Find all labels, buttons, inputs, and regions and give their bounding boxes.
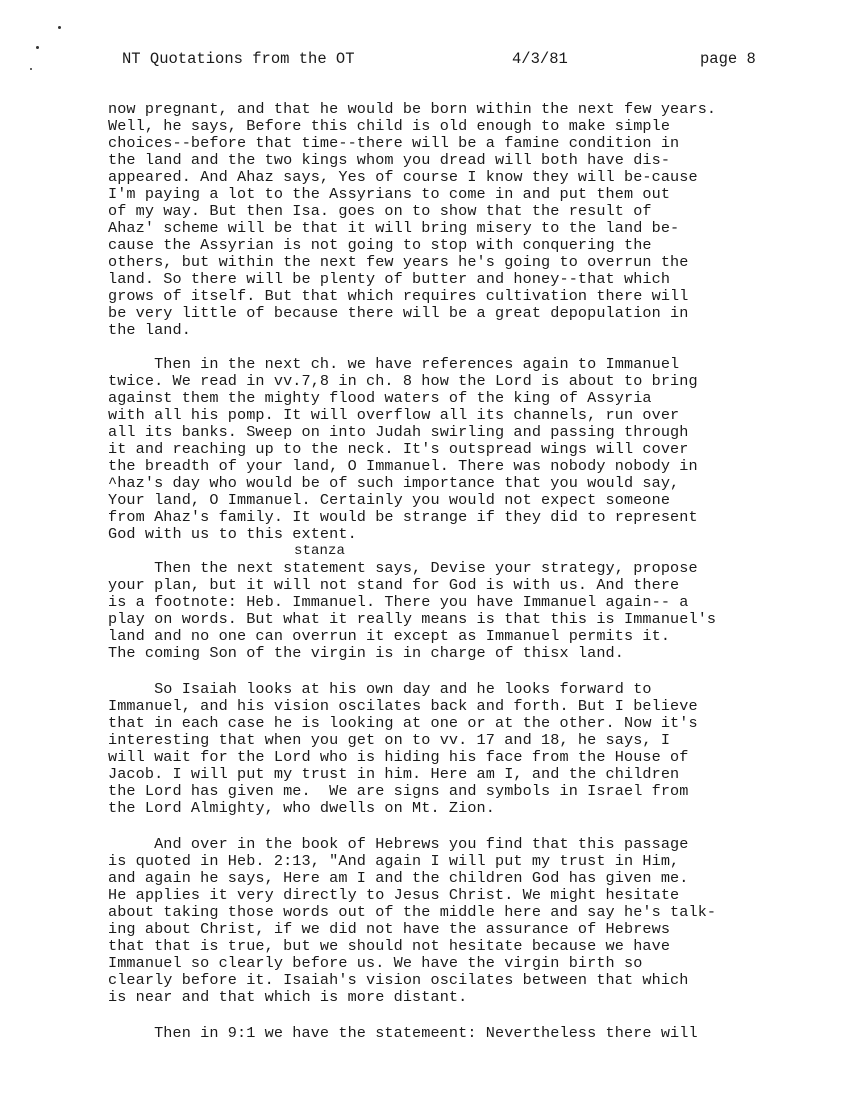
margin-mark — [36, 46, 39, 49]
paragraph-gap — [108, 1006, 808, 1025]
page-number: page 8 — [700, 50, 756, 68]
paragraph-2 — [108, 356, 808, 543]
text-line: is near and that which is more distant. — [108, 988, 468, 1006]
text-line: is a footnote: Heb. Immanuel. There you have Immanuel again-- a — [108, 593, 689, 611]
text-line: your plan, but it will not stand for God is with us. And there — [108, 576, 680, 594]
text-line: the Lord has given me. We are signs and symbols in Israel from — [108, 782, 689, 800]
paragraph-6 — [108, 1025, 808, 1042]
text-line: Then in the next ch. we have references again to Immanuel — [108, 355, 680, 373]
text-line: land. So there will be plenty of butter and honey--that which — [108, 270, 671, 288]
text-line: about taking those words out of the middle here and say he's talk- — [108, 903, 717, 921]
text-line: I'm paying a lot to the Assyrians to come in and put them out — [108, 185, 671, 203]
text-line: play on words. But what it really means is that this is Immanuel's — [108, 610, 717, 628]
text-line: others, but within the next few years he's going to overrun the — [108, 253, 689, 271]
text-line: with all his pomp. It will overflow all its channels, run over — [108, 406, 680, 424]
text-line: cause the Assyrian is not going to stop with conquering the — [108, 236, 652, 254]
document-title: NT Quotations from the OT — [122, 50, 355, 68]
text-line: Your land, O Immanuel. Certainly you would not expect someone — [108, 491, 671, 509]
paragraph-5 — [108, 836, 808, 1006]
text-line: from Ahaz's family. It would be strange if they did to represent — [108, 508, 698, 526]
paragraph-3 — [108, 543, 808, 662]
handwritten-insert: stanza — [294, 543, 346, 559]
text-line: that that is true, but we should not hesitate because we have — [108, 937, 671, 955]
text-line: And over in the book of Hebrews you find that this passage — [108, 835, 689, 853]
document-date: 4/3/81 — [512, 50, 568, 68]
text-line: is quoted in Heb. 2:13, "And again I will put my trust in Him, — [108, 852, 680, 870]
text-line: and again he says, Here am I and the children God has given me. — [108, 869, 689, 887]
margin-mark — [30, 68, 32, 70]
margin-mark — [58, 26, 61, 29]
paragraph-gap — [108, 339, 808, 356]
text-line: the Lord Almighty, who dwells on Mt. Zion. — [108, 799, 495, 817]
paragraph-gap — [108, 817, 808, 836]
text-line: God with us to this extent. — [108, 525, 357, 543]
text-line: appeared. And Ahaz says, Yes of course I know they will be-cause — [108, 168, 698, 186]
text-line: will wait for the Lord who is hiding his face from the House of — [108, 748, 689, 766]
text-line: Ahaz' scheme will be that it will bring misery to the land be- — [108, 219, 680, 237]
text-line: clearly before it. Isaiah's vision oscilates between that which — [108, 971, 689, 989]
text-line: Then the next statement says, Devise your strategy, propose — [108, 559, 698, 577]
text-line: Then in 9:1 we have the statemeent: Nevertheless there will — [108, 1024, 698, 1042]
text-line: Well, he says, Before this child is old enough to make simple — [108, 117, 671, 135]
text-line: ing about Christ, if we did not have the assurance of Hebrews — [108, 920, 671, 938]
text-line: the land. — [108, 321, 191, 339]
text-line: The coming Son of the virgin is in charge of thisx land. — [108, 644, 624, 662]
paragraph-gap — [108, 662, 808, 681]
text-line: Immanuel, and his vision oscilates back and forth. But I believe — [108, 697, 698, 715]
text-line: twice. We read in vv.7,8 in ch. 8 how the Lord is about to bring — [108, 372, 698, 390]
page-header — [122, 50, 772, 72]
text-line: the land and the two kings whom you dread will both have dis- — [108, 151, 671, 169]
text-line: So Isaiah looks at his own day and he looks forward to — [108, 680, 652, 698]
text-line: Immanuel so clearly before us. We have the virgin birth so — [108, 954, 643, 972]
text-line: interesting that when you get on to vv. 17 and 18, he says, I — [108, 731, 671, 749]
paragraph-4 — [108, 681, 808, 817]
text-line: against them the mighty flood waters of the king of Assyria — [108, 389, 652, 407]
document-body — [108, 101, 808, 1042]
text-line: Jacob. I will put my trust in him. Here am I, and the children — [108, 765, 680, 783]
text-line: choices--before that time--there will be a famine condition in — [108, 134, 680, 152]
text-line: the breadth of your land, O Immanuel. There was nobody nobody in — [108, 457, 698, 475]
text-line: it and reaching up to the neck. It's outspread wings will cover — [108, 440, 689, 458]
text-line: ^haz's day who would be of such importance that you would say, — [108, 474, 680, 492]
text-line: land and no one can overrun it except as Immanuel permits it. — [108, 627, 671, 645]
text-line: be very little of because there will be a great depopulation in — [108, 304, 689, 322]
text-line: that in each case he is looking at one or at the other. Now it's — [108, 714, 698, 732]
text-line: all its banks. Sweep on into Judah swirling and passing through — [108, 423, 689, 441]
text-line: He applies it very directly to Jesus Christ. We might hesitate — [108, 886, 680, 904]
text-line: of my way. But then Isa. goes on to show that the result of — [108, 202, 652, 220]
paragraph-1 — [108, 101, 808, 339]
text-line: grows of itself. But that which requires cultivation there will — [108, 287, 689, 305]
text-line: now pregnant, and that he would be born within the next few years. — [108, 100, 717, 118]
